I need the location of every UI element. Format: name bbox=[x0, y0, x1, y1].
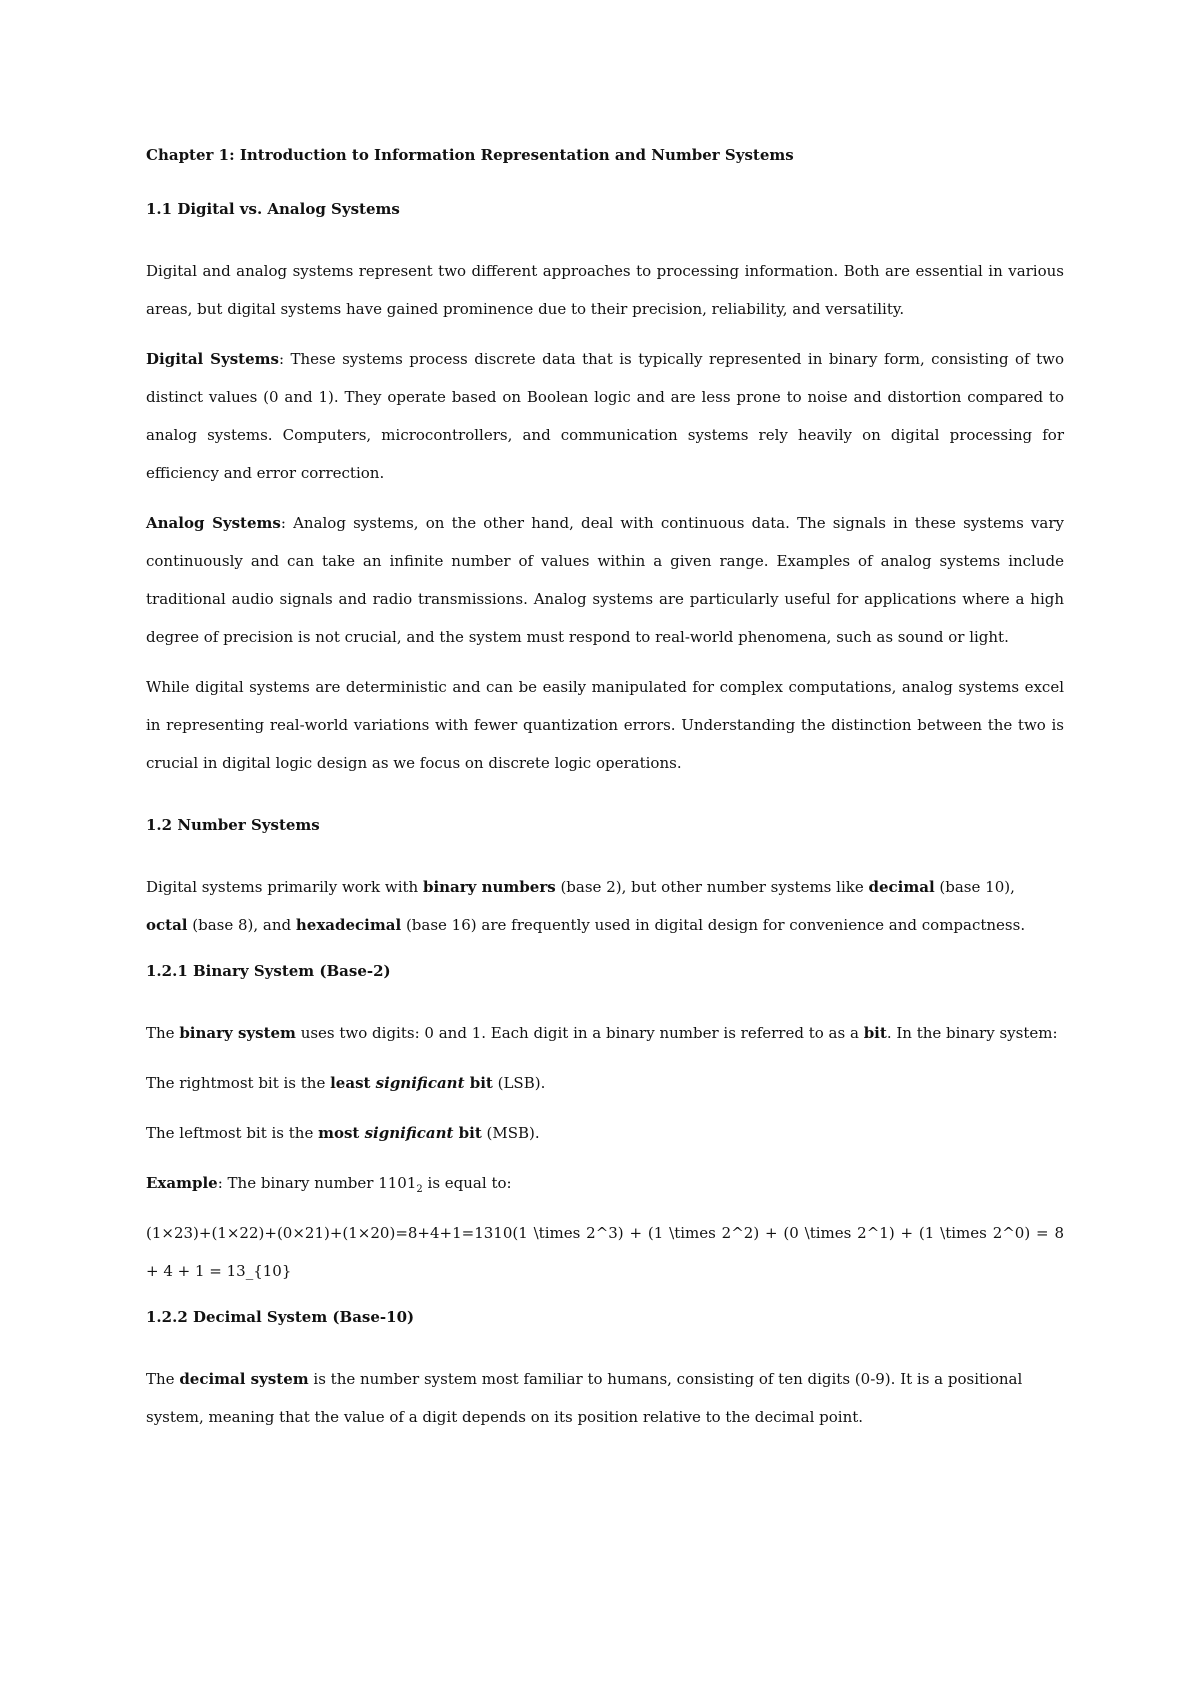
digital-systems-text: : These systems process discrete data that is typically represented in binary form, consisting of two distinct values (0 and 1). They operate based on Boolean logic and are less prone to noise and distortion compared to analog systems. Computers, microcontrollers, and communication systems rely heavily on digital processing for efficiency and error correction. bbox=[146, 350, 1064, 482]
subscript-base: 2 bbox=[416, 1184, 423, 1195]
section-1-2-heading: 1.2 Number Systems bbox=[146, 816, 320, 834]
text-run: bit bbox=[453, 1124, 482, 1142]
text-run: (base 2), but other number systems like bbox=[555, 878, 869, 896]
analog-systems-label: Analog Systems bbox=[146, 514, 281, 532]
text-run: significant bbox=[375, 1074, 465, 1092]
binary-system-paragraph bbox=[146, 1014, 1064, 1052]
text-run: (LSB). bbox=[492, 1074, 546, 1092]
document-page bbox=[146, 144, 1064, 1436]
text-run: most bbox=[318, 1124, 365, 1142]
term-msb bbox=[318, 1124, 482, 1142]
section-1-2-1-heading: 1.2.1 Binary System (Base-2) bbox=[146, 962, 391, 980]
section-1-2-2-heading: 1.2.2 Decimal System (Base-10) bbox=[146, 1308, 415, 1326]
section-1-1-closing: While digital systems are deterministic and can be easily manipulated for complex computations, analog systems excel in representing real-world variations with fewer quantization errors. Understanding the distinction between the two is crucial in digital logic design as we focus on discrete logic operations. bbox=[146, 678, 1064, 772]
digital-systems-label: Digital Systems bbox=[146, 350, 279, 368]
example-label: Example bbox=[146, 1174, 218, 1192]
number-systems-paragraph bbox=[146, 868, 1064, 944]
text-run: The bbox=[146, 1024, 180, 1042]
term-binary-system: binary system bbox=[179, 1024, 296, 1042]
text-run: (base 16) are frequently used in digital design for convenience and compactness. bbox=[401, 916, 1026, 934]
term-decimal-system: decimal system bbox=[179, 1370, 309, 1388]
text-run: The bbox=[146, 1370, 180, 1388]
text-run: bit bbox=[464, 1074, 493, 1092]
decimal-system-paragraph bbox=[146, 1360, 1064, 1436]
analog-systems-paragraph bbox=[146, 504, 1064, 656]
text-run: The rightmost bit is the bbox=[146, 1074, 331, 1092]
term-hexadecimal: hexadecimal bbox=[295, 916, 402, 934]
section-1-1-heading: 1.1 Digital vs. Analog Systems bbox=[146, 200, 400, 218]
term-decimal: decimal bbox=[868, 878, 935, 896]
text-run: : The binary number 1101 bbox=[217, 1174, 417, 1192]
text-run: is equal to: bbox=[422, 1174, 512, 1192]
term-binary-numbers: binary numbers bbox=[422, 878, 556, 896]
section-1-1-intro: Digital and analog systems represent two different approaches to processing information. Both are essential in various areas, but digital systems have gained prominence due to their precision, reliability, and versatility. bbox=[146, 262, 1064, 318]
text-run: significant bbox=[364, 1124, 454, 1142]
text-run: (base 10), bbox=[934, 878, 1015, 896]
analog-systems-text: : Analog systems, on the other hand, deal with continuous data. The signals in these systems vary continuously and can take an infinite number of values within a given range. Examples of analog systems include traditional audio signals and radio transmissions. Analog systems are particularly useful for applications where a high degree of precision is not crucial, and the system must respond to real-world phenomena, such as sound or light. bbox=[146, 514, 1064, 646]
text-run: (MSB). bbox=[481, 1124, 540, 1142]
binary-example-formula: (1×23)+(1×22)+(0×21)+(1×20)=8+4+1=1310(1 \times 2^3) + (1 \times 2^2) + (0 \times 2^1) + (1 \times 2^0) = 8 + 4 + 1 = 13_{10} bbox=[146, 1224, 1064, 1280]
example-line bbox=[146, 1164, 1064, 1202]
chapter-title: Chapter 1: Introduction to Information Representation and Number Systems bbox=[146, 146, 794, 164]
term-lsb bbox=[330, 1074, 493, 1092]
text-run: . In the binary system: bbox=[886, 1024, 1058, 1042]
term-octal: octal bbox=[146, 916, 188, 934]
text-run: uses two digits: 0 and 1. Each digit in a binary number is referred to as a bbox=[295, 1024, 864, 1042]
text-run: least bbox=[330, 1074, 376, 1092]
text-run: The leftmost bit is the bbox=[146, 1124, 319, 1142]
text-run: Digital systems primarily work with bbox=[146, 878, 423, 896]
msb-line bbox=[146, 1114, 1064, 1152]
digital-systems-paragraph bbox=[146, 340, 1064, 492]
lsb-line bbox=[146, 1064, 1064, 1102]
term-bit: bit bbox=[863, 1024, 887, 1042]
text-run: (base 8), and bbox=[187, 916, 296, 934]
text-run: is the number system most familiar to humans, consisting of ten digits (0-9). It is a positional system, meaning that the value of a digit depends on its position relative to the decimal point. bbox=[146, 1370, 1023, 1426]
